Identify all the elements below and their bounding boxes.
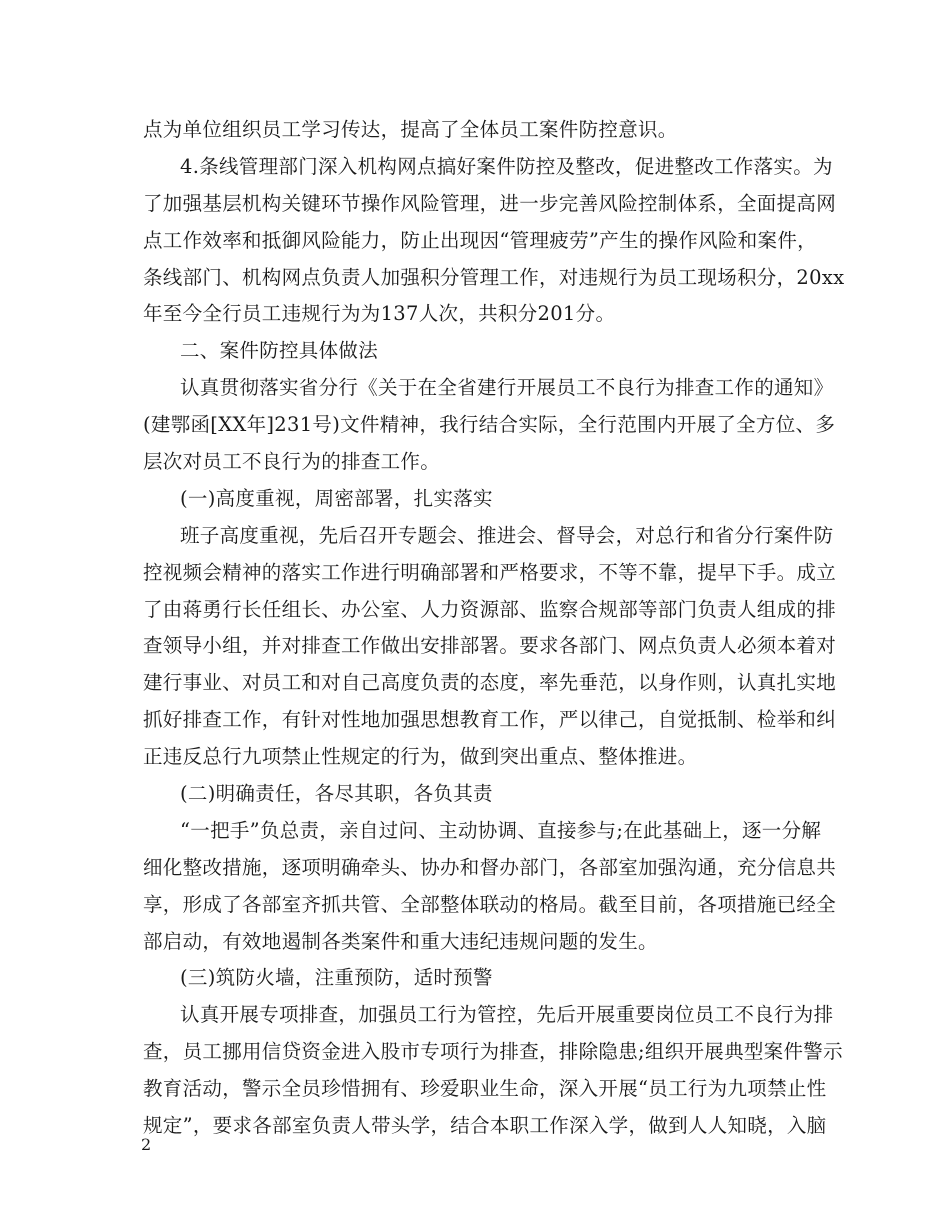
- text-line: 点工作效率和抵御风险能力，防止出现因“管理疲劳”产生的操作风险和案件，: [143, 228, 817, 252]
- text-line: (一)高度重视，周密部署，扎实落实: [180, 486, 493, 510]
- text-line: 控视频会精神的落实工作进行明确部署和严格要求，不等不靠，提早下手。成立: [143, 560, 837, 584]
- text-line: 细化整改措施，逐项明确牵头、协办和督办部门，各部室加强沟通，充分信息共: [143, 855, 837, 879]
- text-line: 查，员工挪用信贷资金进入股市专项行为排查，排除隐患;组织开展典型案件警示: [143, 1040, 843, 1064]
- text-line: 教育活动，警示全员珍惜拥有、珍爱职业生命，深入开展“员工行为九项禁止性: [143, 1077, 827, 1101]
- text-line: 二、案件防控具体做法: [180, 339, 379, 363]
- document-body: [143, 112, 845, 1145]
- text-line: (三)筑防火墙，注重预防，适时预警: [180, 966, 493, 990]
- text-line: 了由蒋勇行长任组长、办公室、人力资源部、监察合规部等部门负责人组成的排: [143, 597, 837, 621]
- text-line: 认真开展专项排查，加强员工行为管控，先后开展重要岗位员工不良行为排: [180, 1003, 834, 1027]
- text-line: 年至今全行员工违规行为为137人次，共积分201分。: [143, 302, 616, 326]
- text-line: 了加强基层机构关键环节操作风险管理，进一步完善风险控制体系，全面提高网: [143, 191, 837, 215]
- text-line: 抓好排查工作，有针对性地加强思想教育工作，严以律己，自觉抵制、检举和纠: [143, 708, 837, 732]
- text-line: 部启动，有效地遏制各类案件和重大违纪违规问题的发生。: [143, 929, 658, 953]
- text-line: 正违反总行九项禁止性规定的行为，做到突出重点、整体推进。: [143, 745, 698, 769]
- text-line: 认真贯彻落实省分行《关于在全省建行开展员工不良行为排查工作的通知》: [180, 376, 834, 400]
- text-line: 层次对员工不良行为的排查工作。: [143, 450, 441, 474]
- text-line: 点为单位组织员工学习传达，提高了全体员工案件防控意识。: [143, 118, 678, 141]
- text-line: “一把手”负总责，亲自过问、主动协调、直接参与;在此基础上，逐一分解: [180, 818, 822, 842]
- text-line: 条线部门、机构网点负责人加强积分管理工作，对违规行为员工现场积分，20xx: [143, 265, 845, 289]
- text-line: 享，形成了各部室齐抓共管、全部整体联动的格局。截至目前，各项措施已经全: [143, 892, 837, 916]
- text-line: 班子高度重视，先后召开专题会、推进会、督导会，对总行和省分行案件防: [180, 523, 834, 547]
- text-line: (建鄂函[XX年]231号)文件精神，我行结合实际，全行范围内开展了全方位、多: [143, 413, 836, 437]
- text-line: 建行事业、对员工和对自己高度负责的态度，率先垂范，以身作则，认真扎实地: [143, 671, 837, 695]
- text-line: 4.条线管理部门深入机构网点搞好案件防控及整改，促进整改工作落实。为: [180, 154, 833, 178]
- page-number: 2: [141, 1135, 152, 1154]
- text-line: 规定”，要求各部室负责人带头学，结合本职工作深入学，做到人人知晓，入脑: [143, 1114, 827, 1138]
- text-line: 查领导小组，并对排查工作做出安排部署。要求各部门、网点负责人必须本着对: [143, 634, 837, 658]
- text-line: (二)明确责任，各尽其职，各负其责: [180, 782, 493, 806]
